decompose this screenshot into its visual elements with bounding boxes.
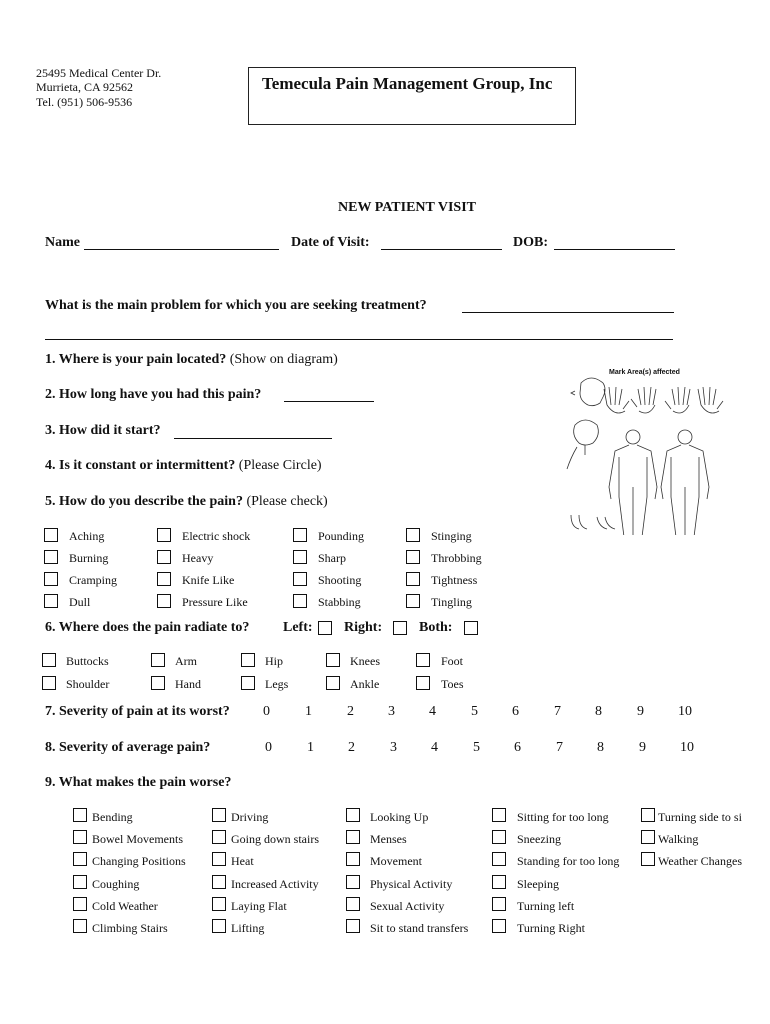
label-heat: Heat <box>231 854 254 868</box>
worst-severity-2[interactable]: 2 <box>347 704 354 719</box>
checkbox-aching[interactable] <box>44 528 58 542</box>
address-line-2: Murrieta, CA 92562 <box>36 80 133 94</box>
question-1 <box>45 352 338 368</box>
checkbox-sharp[interactable] <box>293 550 307 564</box>
question-7: 7. Severity of pain at its worst? <box>45 704 230 719</box>
worst-severity-0[interactable]: 0 <box>263 704 270 719</box>
checkbox-movement[interactable] <box>346 852 360 866</box>
label-knife-like: Knife Like <box>182 573 235 587</box>
label-lifting: Lifting <box>231 921 265 935</box>
checkbox-electric-shock[interactable] <box>157 528 171 542</box>
radiate-both-label: Both: <box>419 620 453 635</box>
label-hand: Hand <box>175 677 201 691</box>
average-severity-5[interactable]: 5 <box>473 740 480 755</box>
average-severity-3[interactable]: 3 <box>390 740 397 755</box>
label-weather-changes: Weather Changes <box>658 854 742 868</box>
checkbox-dull[interactable] <box>44 594 58 608</box>
question-3: 3. How did it start? <box>45 423 161 438</box>
checkbox-menses[interactable] <box>346 830 360 844</box>
average-severity-6[interactable]: 6 <box>514 740 521 755</box>
question-4-note: (Please Circle) <box>238 458 322 473</box>
average-severity-0[interactable]: 0 <box>265 740 272 755</box>
label-walking: Walking <box>658 832 699 846</box>
checkbox-hand[interactable] <box>151 676 165 690</box>
worst-severity-3[interactable]: 3 <box>388 704 395 719</box>
label-heavy: Heavy <box>182 551 214 565</box>
checkbox-changing-positions[interactable] <box>73 852 87 866</box>
question-5 <box>45 494 328 510</box>
label-shoulder: Shoulder <box>66 677 110 691</box>
label-laying-flat: Laying Flat <box>231 899 287 913</box>
checkbox-cold-weather[interactable] <box>73 897 87 911</box>
worst-severity-5[interactable]: 5 <box>471 704 478 719</box>
main-problem-label: What is the main problem for which you are seeking treatment? <box>45 298 427 313</box>
question-8: 8. Severity of average pain? <box>45 740 211 755</box>
average-severity-8[interactable]: 8 <box>597 740 604 755</box>
checkbox-driving[interactable] <box>212 808 226 822</box>
label-shooting: Shooting <box>318 573 362 587</box>
question-5-text: 5. How do you describe the pain? <box>45 494 243 509</box>
label-sexual-activity: Sexual Activity <box>370 899 445 913</box>
radiate-right-label: Right: <box>344 620 383 635</box>
average-severity-4[interactable]: 4 <box>431 740 438 755</box>
label-driving: Driving <box>231 810 269 824</box>
label-cold-weather: Cold Weather <box>92 899 158 913</box>
label-throbbing: Throbbing <box>431 551 482 565</box>
checkbox-pounding[interactable] <box>293 528 307 542</box>
worst-severity-10[interactable]: 10 <box>678 704 692 719</box>
question-1-note: (Show on diagram) <box>229 352 338 367</box>
label-sleeping: Sleeping <box>517 877 559 891</box>
checkbox-coughing[interactable] <box>73 875 87 889</box>
label-arm: Arm <box>175 654 197 668</box>
worst-severity-8[interactable]: 8 <box>595 704 602 719</box>
date-of-visit-field[interactable] <box>381 249 502 250</box>
checkbox-sit-to-stand[interactable] <box>346 919 360 933</box>
checkbox-arm[interactable] <box>151 653 165 667</box>
question-4-text: 4. Is it constant or intermittent? <box>45 458 236 473</box>
checkbox-climbing-stairs[interactable] <box>73 919 87 933</box>
body-outline-drawing <box>563 365 735 535</box>
average-severity-9[interactable]: 9 <box>639 740 646 755</box>
checkbox-going-down-stairs[interactable] <box>212 830 226 844</box>
checkbox-bowel-movements[interactable] <box>73 830 87 844</box>
date-of-visit-label: Date of Visit: <box>291 235 370 250</box>
main-problem-field[interactable] <box>462 312 674 313</box>
checkbox-bending[interactable] <box>73 808 87 822</box>
checkbox-heat[interactable] <box>212 852 226 866</box>
checkbox-radiate-both[interactable] <box>464 621 478 635</box>
address-line-3: Tel. (951) 506-9536 <box>36 95 133 109</box>
label-hip: Hip <box>265 654 283 668</box>
question-2: 2. How long have you had this pain? <box>45 387 262 402</box>
label-turning-left: Turning left <box>517 899 575 913</box>
question-9: 9. What makes the pain worse? <box>45 775 232 790</box>
label-dull: Dull <box>69 595 91 609</box>
label-stinging: Stinging <box>431 529 472 543</box>
checkbox-lifting[interactable] <box>212 919 226 933</box>
org-name-box <box>248 67 576 125</box>
label-looking-up: Looking Up <box>370 810 429 824</box>
checkbox-knife-like[interactable] <box>157 572 171 586</box>
label-aching: Aching <box>69 529 105 543</box>
checkbox-radiate-left[interactable] <box>318 621 332 635</box>
worst-severity-1[interactable]: 1 <box>305 704 312 719</box>
checkbox-laying-flat[interactable] <box>212 897 226 911</box>
label-climbing-stairs: Climbing Stairs <box>92 921 168 935</box>
checkbox-heavy[interactable] <box>157 550 171 564</box>
checkbox-sleeping[interactable] <box>492 875 506 889</box>
label-stabbing: Stabbing <box>318 595 361 609</box>
checkbox-stabbing[interactable] <box>293 594 307 608</box>
checkbox-walking[interactable] <box>641 830 655 844</box>
dob-label: DOB: <box>513 235 548 250</box>
worst-severity-9[interactable]: 9 <box>637 704 644 719</box>
main-problem-field-2[interactable] <box>45 339 673 340</box>
name-label: Name <box>45 235 80 250</box>
checkbox-radiate-right[interactable] <box>393 621 407 635</box>
checkbox-standing-too-long[interactable] <box>492 852 506 866</box>
label-foot: Foot <box>441 654 464 668</box>
label-sharp: Sharp <box>318 551 346 565</box>
name-field[interactable] <box>84 249 279 250</box>
pain-start-field[interactable] <box>174 438 332 439</box>
label-toes: Toes <box>441 677 464 691</box>
checkbox-stinging[interactable] <box>406 528 420 542</box>
body-diagram[interactable] <box>563 365 735 535</box>
label-movement: Movement <box>370 854 422 868</box>
radiate-left-label: Left: <box>283 620 313 635</box>
diagram-label: Mark Area(s) affected <box>609 369 680 376</box>
checkbox-sitting-too-long[interactable] <box>492 808 506 822</box>
label-standing-too-long: Standing for too long <box>517 854 620 868</box>
question-5-note: (Please check) <box>246 494 328 509</box>
address-line-1: 25495 Medical Center Dr. <box>36 66 162 80</box>
label-ankle: Ankle <box>350 677 380 691</box>
average-severity-10[interactable]: 10 <box>680 740 694 755</box>
label-legs: Legs <box>265 677 289 691</box>
label-knees: Knees <box>350 654 380 668</box>
checkbox-sexual-activity[interactable] <box>346 897 360 911</box>
checkbox-physical-activity[interactable] <box>346 875 360 889</box>
label-bending: Bending <box>92 810 133 824</box>
checkbox-tightness[interactable] <box>406 572 420 586</box>
checkbox-turning-left[interactable] <box>492 897 506 911</box>
label-buttocks: Buttocks <box>66 654 109 668</box>
worst-severity-6[interactable]: 6 <box>512 704 519 719</box>
checkbox-cramping[interactable] <box>44 572 58 586</box>
checkbox-turning-side[interactable] <box>641 808 655 822</box>
checkbox-turning-right[interactable] <box>492 919 506 933</box>
average-severity-1[interactable]: 1 <box>307 740 314 755</box>
checkbox-shoulder[interactable] <box>42 676 56 690</box>
label-tightness: Tightness <box>431 573 478 587</box>
label-sneezing: Sneezing <box>517 832 561 846</box>
label-tingling: Tingling <box>431 595 472 609</box>
label-sit-to-stand: Sit to stand transfers <box>370 921 469 935</box>
label-bowel-movements: Bowel Movements <box>92 832 183 846</box>
checkbox-sneezing[interactable] <box>492 830 506 844</box>
checkbox-legs[interactable] <box>241 676 255 690</box>
question-6: 6. Where does the pain radiate to? <box>45 620 250 635</box>
label-pounding: Pounding <box>318 529 365 543</box>
question-4 <box>45 458 322 474</box>
label-sitting-too-long: Sitting for too long <box>517 810 609 824</box>
label-turning-side: Turning side to si <box>658 810 742 824</box>
label-coughing: Coughing <box>92 877 140 891</box>
checkbox-tingling[interactable] <box>406 594 420 608</box>
worst-severity-7[interactable]: 7 <box>554 704 561 719</box>
checkbox-hip[interactable] <box>241 653 255 667</box>
question-1-text: 1. Where is your pain located? <box>45 352 227 367</box>
checkbox-throbbing[interactable] <box>406 550 420 564</box>
checkbox-burning[interactable] <box>44 550 58 564</box>
label-changing-positions: Changing Positions <box>92 854 186 868</box>
label-menses: Menses <box>370 832 407 846</box>
checkbox-ankle[interactable] <box>326 676 340 690</box>
checkbox-looking-up[interactable] <box>346 808 360 822</box>
checkbox-shooting[interactable] <box>293 572 307 586</box>
label-pressure-like: Pressure Like <box>182 595 248 609</box>
label-burning: Burning <box>69 551 109 565</box>
form-title: NEW PATIENT VISIT <box>338 200 476 215</box>
checkbox-increased-activity[interactable] <box>212 875 226 889</box>
checkbox-foot[interactable] <box>416 653 430 667</box>
label-physical-activity: Physical Activity <box>370 877 453 891</box>
label-electric-shock: Electric shock <box>182 529 251 543</box>
dob-field[interactable] <box>554 249 675 250</box>
average-severity-2[interactable]: 2 <box>348 740 355 755</box>
label-going-down-stairs: Going down stairs <box>231 832 319 846</box>
checkbox-pressure-like[interactable] <box>157 594 171 608</box>
checkbox-knees[interactable] <box>326 653 340 667</box>
checkbox-weather-changes[interactable] <box>641 852 655 866</box>
label-cramping: Cramping <box>69 573 117 587</box>
average-severity-7[interactable]: 7 <box>556 740 563 755</box>
label-increased-activity: Increased Activity <box>231 877 319 891</box>
checkbox-buttocks[interactable] <box>42 653 56 667</box>
label-turning-right: Turning Right <box>517 921 585 935</box>
worst-severity-4[interactable]: 4 <box>429 704 436 719</box>
org-name: Temecula Pain Management Group, Inc <box>262 74 553 93</box>
checkbox-toes[interactable] <box>416 676 430 690</box>
pain-duration-field[interactable] <box>284 401 374 402</box>
